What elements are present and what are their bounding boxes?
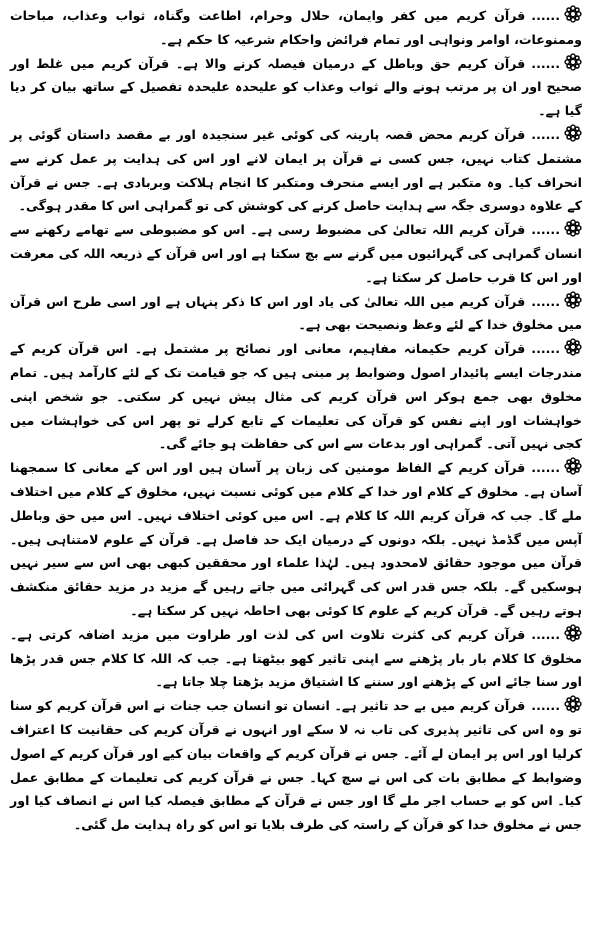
paragraph-text: قرآن کریم حکیمانہ مفاہیم، معانی اور نصائح پر مشتمل ہے۔ اس قرآن کریم کے مندرجات ایسے پائیدار اصول وضوابط پر مبنی ہیں کہ جو قیامت تک کے لئے کارآمد ہیں۔ تمام مخلوق بھی جمع ہوکر اس قرآن کریم کی مثال پیش نہیں کر سکتی۔ جو شخص اپنی خواہشات اور اپنے نفس کو قرآن کی تعلیمات کے تابع کرلے تو پھر اس کی خواہشات میں کجی نہیں آتی۔ گمراہی اور بدعات سے اس کی حفاظت ہو جائے گی۔	[10, 341, 582, 452]
flower-bullet-icon	[564, 53, 582, 71]
paragraph-text: قرآن کریم حق وباطل کے درمیان فیصلہ کرنے والا ہے۔ قرآن کریم میں غلط اور صحیح اور ان پر مرتب ہونے والے ثواب وعذاب کو علیحدہ علیحدہ تفصیل کے ساتھ بیان کر دیا گیا ہے۔	[10, 55, 582, 119]
marker-dots: ......	[531, 8, 560, 23]
flower-bullet-icon	[564, 338, 582, 356]
marker-dots: ......	[531, 626, 560, 642]
flower-bullet-icon	[564, 457, 582, 475]
paragraph-text: قرآن کریم اللہ تعالیٰ کی مضبوط رسی ہے۔ اس کو مضبوطی سے تھامے رکھنے سے انسان گمراہی کی گہرائیوں میں گرنے سے بچ سکتا ہے اور اس قرآن کے ذریعہ اللہ کی معرفت اور اس کا قرب حاصل کر سکتا ہے۔	[10, 222, 582, 285]
flower-bullet-icon	[564, 124, 582, 142]
marker-dots: ......	[531, 293, 560, 309]
flower-bullet-icon	[564, 624, 582, 642]
marker-dots: ......	[531, 222, 560, 238]
paragraph	[10, 694, 582, 837]
paragraph	[10, 337, 582, 456]
paragraph-text: قرآن کریم کے الفاظ مومنین کی زبان پر آسان ہیں اور اس کے معانی کا سمجھنا آسان ہے۔ مخلوق کے کلام اور خدا کے کلام میں کوئی نسبت نہیں، مخلوق کے کلام میں اختلاف ملے گا۔ جب کہ قرآن کریم اللہ کا کلام ہے۔ اس میں کوئی اختلاف نہیں۔ اس میں حق وباطل آپس میں گڈمڈ نہیں۔ بلکہ دونوں کے درمیان ایک حد فاصل ہے۔ قرآن کے علوم لامتناہی ہیں۔ قرآن میں موجود حقائق لامحدود ہیں۔ لہٰذا علماء اور محققین کبھی بھی اس سے سیر نہیں ہوسکیں گے۔ بلکہ جس قدر اس کی گہرائی میں جاتے رہیں گے مزید در مزید حقائق منکشف ہوتے رہیں گے۔ قرآن کریم کے علوم کا کوئی بھی احاطہ نہیں کر سکتا ہے۔	[10, 460, 582, 618]
paragraph-text: قرآن کریم کی کثرت تلاوت اس کی لذت اور طراوت میں مزید اضافہ کرتی ہے۔ مخلوق کا کلام بار بار پڑھنے سے اپنی تاثیر کھو بیٹھتا ہے۔ جب کہ اللہ کا کلام جس قدر پڑھا اور سنا جائے اس کے پڑھنے اور سننے کا اشتیاق مزید بڑھتا چلا جاتا ہے۔	[10, 626, 582, 690]
paragraph	[10, 52, 582, 123]
paragraph-text: قرآن کریم میں اللہ تعالیٰ کی یاد اور اس کا ذکر پنہاں ہے اور اسی طرح اس قرآن میں مخلوق خدا کے لئے وعظ ونصیحت بھی ہے۔	[10, 293, 582, 333]
paragraph	[10, 456, 582, 623]
paragraph	[10, 218, 582, 289]
paragraph-text: قرآن کریم میں بے حد تاثیر ہے۔ انسان تو انسان جب جنات نے اس قرآن کریم کو سنا تو وہ اس کی تاثیر پذیری کی تاب نہ لا سکے اور انہوں نے قرآن کریم کی حقانیت کا اعتراف کرلیا اور اس پر ایمان لے آئے۔ جس نے قرآن کریم کے واقعات بیان کیے اور قرآن کریم کے اصول وضوابط کے مطابق بات کی اس نے سچ کہا۔ جس نے قرآن کریم کی تعلیمات کے مطابق عمل کیا۔ اس کو بے حساب اجر ملے گا اور جس نے قرآن کے مطابق فیصلہ کیا اس نے انصاف کیا اور جس نے مخلوق خدا کو قرآن کے راستہ کی طرف بلایا تو اس کو راہ ہدایت مل گئی۔	[10, 698, 582, 833]
marker-dots: ......	[531, 698, 560, 714]
flower-bullet-icon	[564, 219, 582, 237]
paragraph	[10, 290, 582, 338]
marker-dots: ......	[531, 341, 560, 357]
paragraph	[10, 623, 582, 694]
paragraph	[10, 4, 582, 52]
marker-dots: ......	[531, 126, 560, 142]
flower-bullet-icon	[564, 5, 582, 23]
paragraph-text: قرآن کریم میں کفر وایمان، حلال وحرام، اطاعت وگناہ، ثواب وعذاب، مباحات وممنوعات، اوامر ونواہی اور تمام فرائض واحکام شرعیہ کا حکم ہے۔	[10, 8, 582, 47]
marker-dots: ......	[531, 460, 560, 476]
flower-bullet-icon	[564, 695, 582, 713]
marker-dots: ......	[531, 55, 560, 71]
paragraph-text: قرآن کریم محض قصہ پارینہ کی کوئی غیر سنجیدہ اور بے مقصد داستان گوئی پر مشتمل کتاب نہیں، جس کسی نے قرآن پر ایمان لانے اور اس کی ہدایت پر عمل کرنے سے انحراف کیا۔ وہ متکبر ہے اور ایسے منحرف ومتکبر کا انجام ہلاکت وبربادی ہے۔ جس نے قرآن کے علاوہ دوسری جگہ سے ہدایت حاصل کرنے کی کوشش کی تو گمراہی اس کا مقدر ہوگی۔	[10, 126, 582, 214]
paragraph	[10, 123, 582, 218]
flower-bullet-icon	[564, 291, 582, 309]
